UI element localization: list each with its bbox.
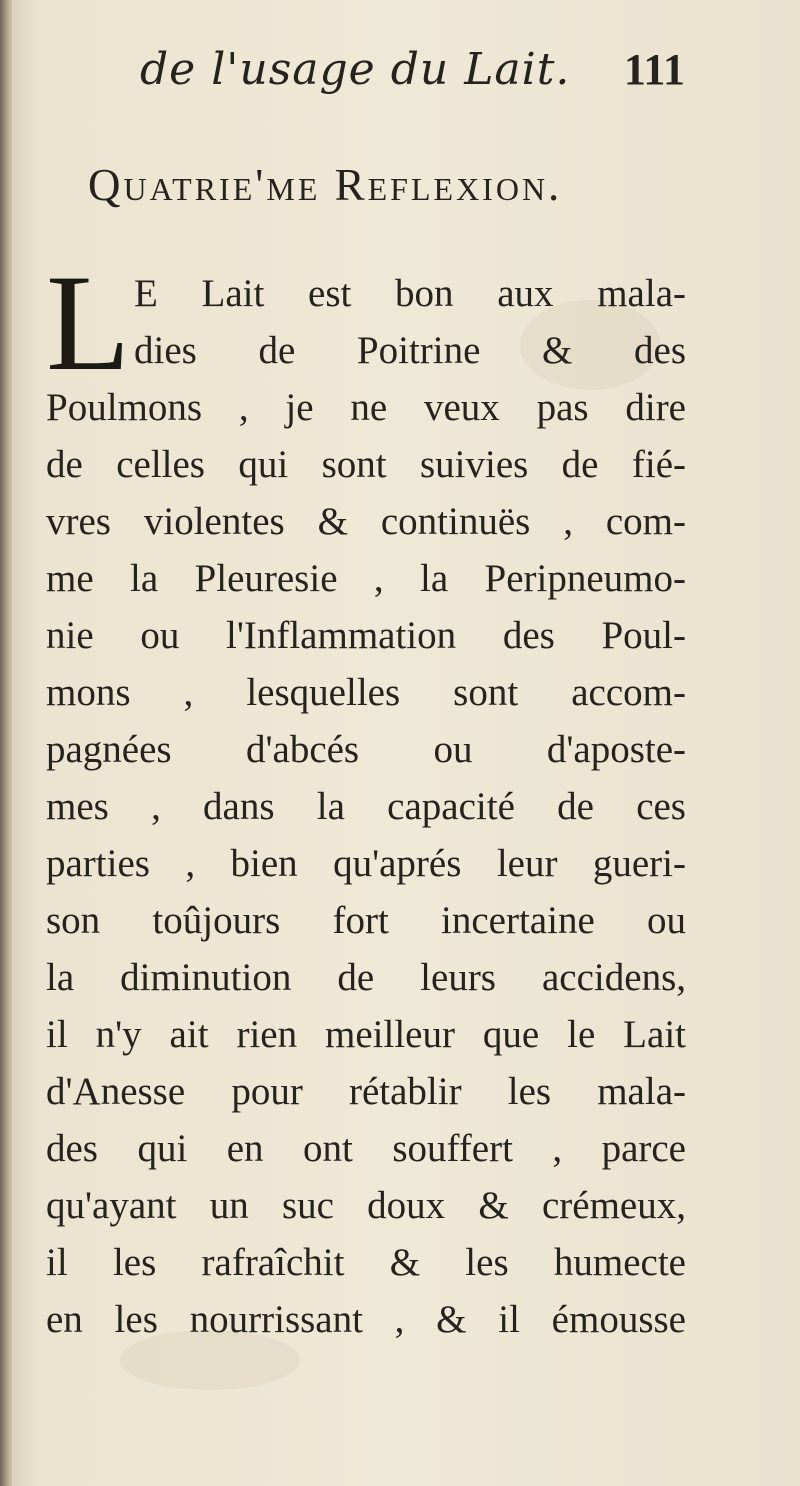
text-line: dies de Poitrine & des (134, 329, 686, 372)
text-line: E Lait est bon aux mala- (134, 272, 686, 315)
text-line: vres violentes & continuës , com- (46, 500, 686, 543)
text-line: en les nourrissant , & il émousse (46, 1298, 686, 1341)
text-line: la diminution de leurs accidens, (46, 956, 686, 999)
text-line: parties , bien qu'aprés leur gueri- (46, 842, 686, 885)
text-line: nie ou l'Inflammation des Poul- (46, 614, 686, 657)
page-gutter (0, 0, 12, 1486)
text-line: d'Anesse pour rétablir les mala- (46, 1070, 686, 1113)
text-line: des qui en ont souffert , parce (46, 1127, 686, 1170)
running-header (140, 40, 685, 110)
text-line: mes , dans la capacité de ces (46, 785, 686, 828)
text-line: me la Pleuresie , la Peripneumo- (46, 557, 686, 600)
text-line: il les rafraîchit & les humecte (46, 1241, 686, 1284)
text-line: qu'ayant un suc doux & crémeux, (46, 1184, 686, 1227)
running-title: de l'usage du Lait. (140, 44, 571, 95)
text-body (46, 246, 686, 1348)
text-line: son toûjours fort incertaine ou (46, 899, 686, 942)
text-line: Poulmons , je ne veux pas dire (46, 386, 686, 429)
text-line: de celles qui sont suivies de fié- (46, 443, 686, 486)
drop-cap: L (46, 246, 131, 399)
text-line: il n'y ait rien meilleur que le Lait (46, 1013, 686, 1056)
page-number: 111 (623, 45, 685, 94)
text-line: mons , lesquelles sont accom- (46, 671, 686, 714)
text-line: pagnées d'abcés ou d'aposte- (46, 728, 686, 771)
section-title: Quatrie'me Reflexion. (88, 160, 563, 210)
